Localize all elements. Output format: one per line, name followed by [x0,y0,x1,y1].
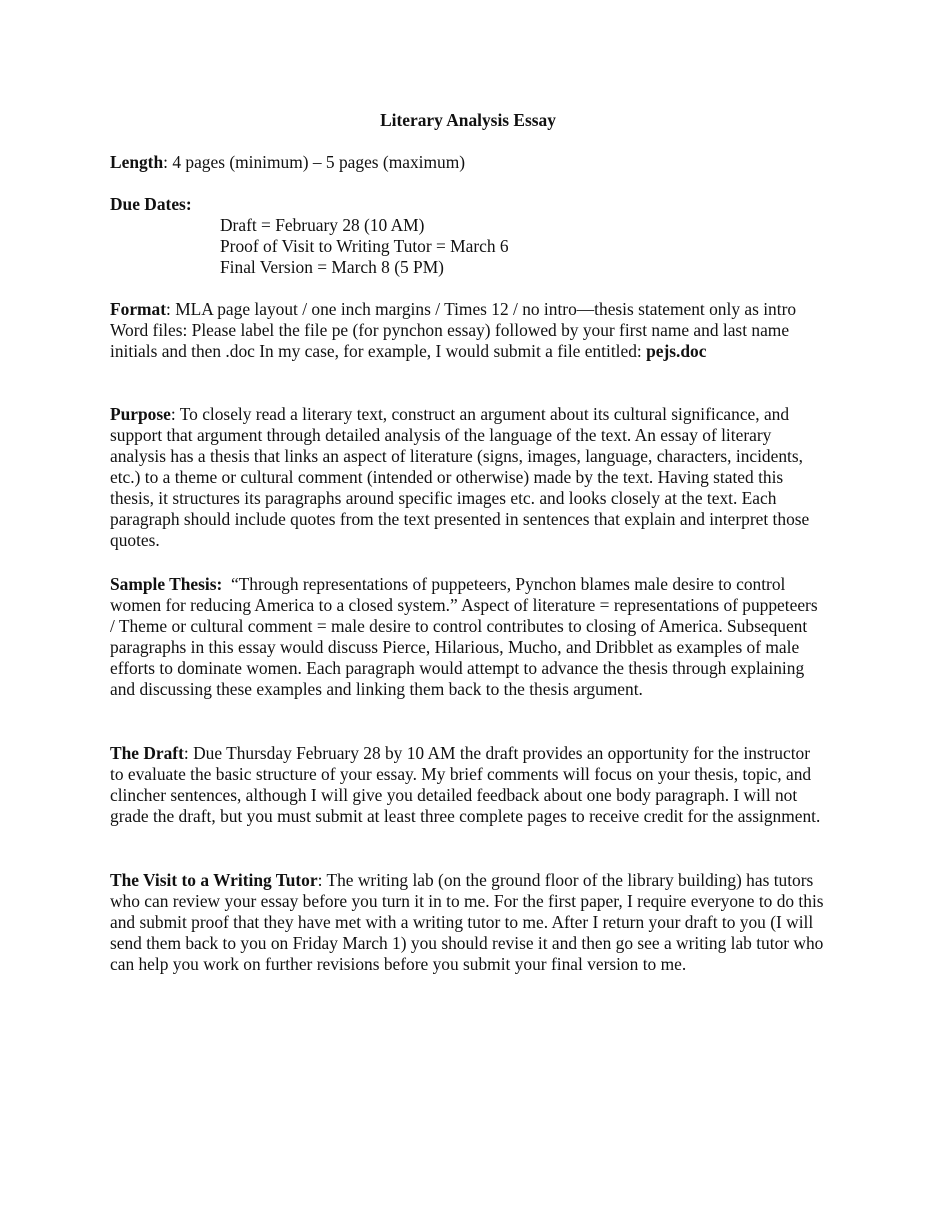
due-date-final: Final Version = March 8 (5 PM) [220,257,444,277]
writing-tutor-label: The Visit to a Writing Tutor [110,870,318,890]
due-dates-list [220,215,509,278]
length-text: : 4 pages (minimum) – 5 pages (maximum) [163,152,466,172]
example-filename: pejs.doc [646,341,707,361]
format-label: Format [110,299,167,319]
due-date-draft: Draft = February 28 (10 AM) [220,215,425,235]
purpose-text: : To closely read a literary text, construct an argument about its cultural significance, and support that argument through detailed analysis of the language of the text. An essay of literary analysis has a thesis that links an aspect of literature (signs, images, language, characters, incidents, etc.) to a theme or cultural comment (intended or otherwise) made by the text. Having stated this thesis, it structures its paragraphs around specific images etc. and looks closely at the text. Each paragraph should include quotes from the text presented in sentences that explain and interpret those quotes. [110,404,810,550]
due-date-tutor-visit: Proof of Visit to Writing Tutor = March 6 [220,236,509,256]
draft-label: The Draft [110,743,184,763]
document-title: Literary Analysis Essay [380,110,556,130]
writing-tutor-text: : The writing lab (on the ground floor of the library building) has tutors who can review your essay before you turn it in to me. For the first paper, I require everyone to do this and submit proof that they have met with a writing tutor to me. After I return your draft to you (I will send them back to you on Friday March 1) you should revise it and then go see a writing lab tutor who can help you work on further revisions before you submit your final version to me. [110,870,824,974]
format-paragraph [110,299,826,362]
length-label: Length [110,152,164,172]
word-files-text: Word files: Please label the file pe (for pynchon essay) followed by your first name and last name initials and then .doc In my case, for example, I would submit a file entitled: [110,320,790,361]
writing-tutor-paragraph [110,870,826,975]
sample-thesis-text: “Through representations of puppeteers, Pynchon blames male desire to control women for reducing America to a closed system.” Aspect of literature = representations of puppeteers / Theme or cultural comment = male desire to control contributes to closing of America. Subsequent paragraphs in this essay would discuss Pierce, Hilarious, Mucho, and Dribblet as examples of male efforts to dominate women. Each paragraph would attempt to advance the thesis through explaining and discussing these examples and linking them back to the thesis argument. [110,574,822,699]
purpose-paragraph [110,404,826,551]
sample-thesis-paragraph [110,574,826,700]
format-text: : MLA page layout / one inch margins / Times 12 / no intro—thesis statement only as intro [166,299,797,319]
draft-paragraph [110,743,826,827]
purpose-label: Purpose [110,404,171,424]
sample-thesis-label: Sample Thesis: [110,574,223,594]
due-dates-heading [110,194,826,215]
due-dates-label: Due Dates: [110,194,192,214]
length-line [110,152,826,173]
draft-text: : Due Thursday February 28 by 10 AM the draft provides an opportunity for the instructor to evaluate the basic structure of your essay. My brief comments will focus on your thesis, topic, and clincher sentences, although I will give you detailed feedback about one body paragraph. I will not grade the draft, but you must submit at least three complete pages to receive credit for the assignment. [110,743,821,826]
